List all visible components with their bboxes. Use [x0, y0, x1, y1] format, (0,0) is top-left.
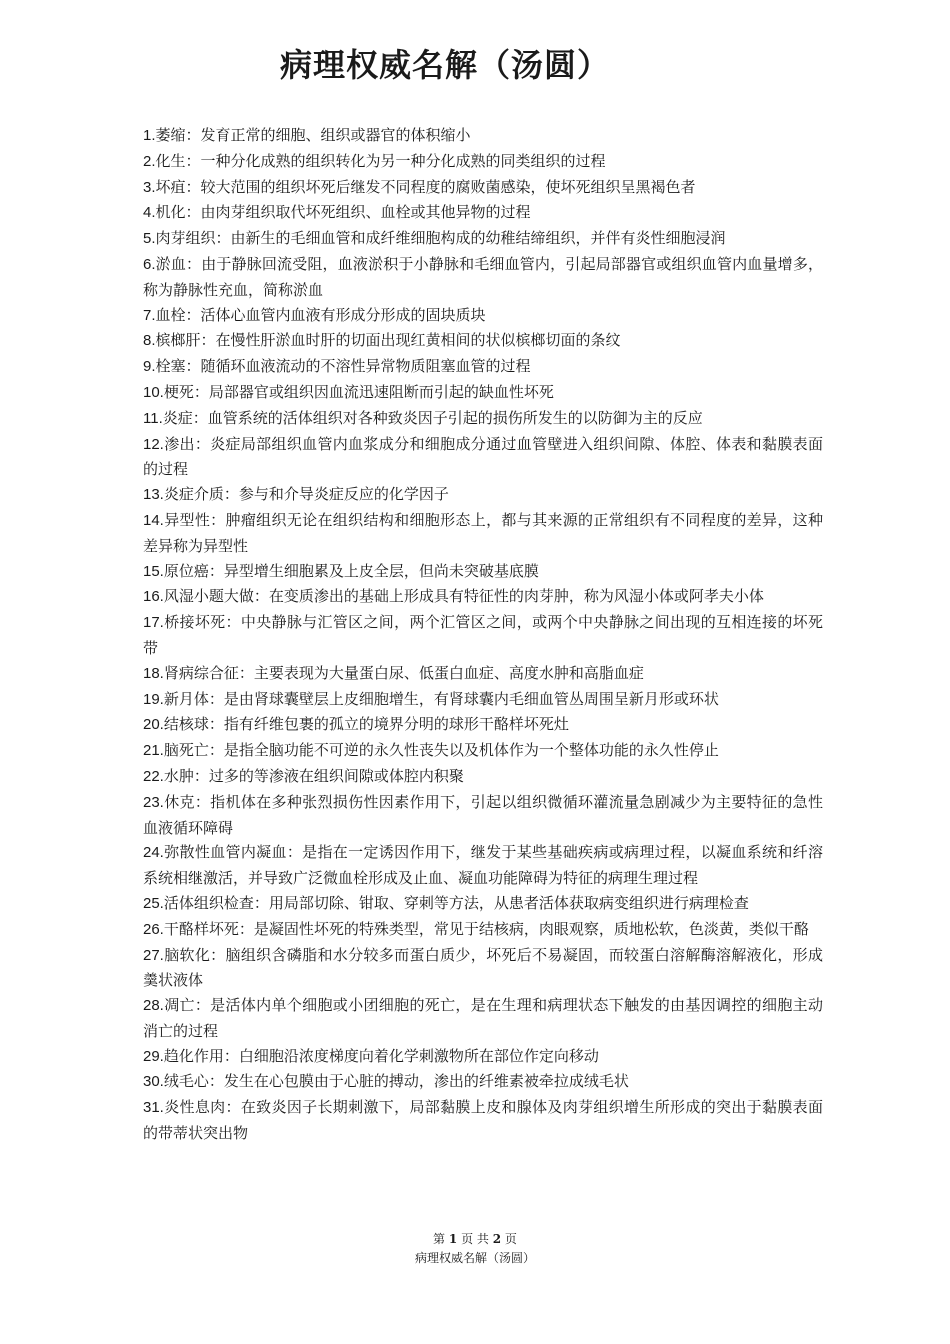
entry-number: 23.: [143, 793, 164, 811]
entry-number: 28.: [143, 997, 164, 1015]
entry-number: 3.: [143, 178, 156, 196]
entry-text: 炎症：血管系统的活体组织对各种致炎因子引起的损伤所发生的以防御为主的反应: [162, 408, 703, 427]
entry-text: 干酪样坏死：是凝固性坏死的特殊类型，常见于结核病，肉眼观察，质地松软，色淡黄，类似干酪: [163, 919, 809, 938]
entry-number: 20.: [143, 716, 164, 734]
entry-text: 脑软化：脑组织含磷脂和水分较多而蛋白质少，坏死后不易凝固，而较蛋白溶解酶溶解液化，形成羹状液体: [143, 945, 823, 990]
list-item: [143, 917, 823, 943]
entry-text: 机化：由肉芽组织取代坏死组织、血栓或其他异物的过程: [155, 203, 531, 222]
entry-text: 风湿小题大做：在变质渗出的基础上形成具有特征性的肉芽肿，称为风湿小体或阿孝夫小体: [163, 587, 764, 606]
list-item: [143, 482, 823, 508]
footer-doc-name: 病理权威名解（汤圆）: [414, 1251, 535, 1265]
entry-number: 10.: [143, 383, 164, 401]
entry-number: 29.: [143, 1047, 164, 1065]
entry-number: 16.: [143, 588, 164, 606]
page-current: 1: [448, 1232, 458, 1246]
entry-text: 活体组织检查：用局部切除、钳取、穿刺等方法，从患者活体获取病变组织进行病理检查: [163, 893, 749, 912]
entry-text: 炎性息肉：在致炎因子长期刺激下，局部黏膜上皮和腺体及肉芽组织增生所形成的突出于黏膜表面的带蒂状突出物: [143, 1098, 823, 1143]
list-item: [143, 1095, 823, 1146]
list-item: [143, 226, 823, 252]
list-item: [143, 123, 823, 149]
list-item: [143, 712, 823, 738]
entry-number: 24.: [143, 844, 164, 862]
page-title: 病理权威名解（汤圆）: [279, 46, 610, 84]
entry-text: 坏疽：较大范围的组织坏死后继发不同程度的腐败菌感染，使坏死组织呈黑褐色者: [155, 177, 696, 196]
page-mid: 页 共: [461, 1232, 489, 1246]
list-item: [143, 891, 823, 917]
entry-number: 19.: [143, 690, 164, 708]
list-item: [143, 354, 823, 380]
entry-text: 异型性：肿瘤组织无论在组织结构和细胞形态上，都与其来源的正常组织有不同程度的差异，这种差异称为异型性: [143, 510, 823, 555]
list-item: [143, 584, 823, 610]
entry-text: 淤血：由于静脉回流受阻，血液淤积于小静脉和毛细血管内，引起局部器官或组织血管内血量增多，称为静脉性充血，简称淤血: [143, 254, 823, 299]
list-item: [143, 252, 823, 303]
definition-list: [143, 123, 823, 1146]
entry-text: 凋亡：是活体内单个细胞或小团细胞的死亡，是在生理和病理状态下触发的由基因调控的细胞主动消亡的过程: [143, 996, 823, 1040]
entry-text: 渗出：炎症局部组织血管内血浆成分和细胞成分通过血管壁进入组织间隙、体腔、体表和黏膜表面的过程: [143, 434, 823, 479]
list-item: [143, 661, 823, 687]
page-suffix: 页: [504, 1232, 517, 1246]
entry-number: 26.: [143, 920, 164, 938]
list-item: [143, 1069, 823, 1095]
list-item: [143, 175, 823, 201]
entry-text: 绒毛心：发生在心包膜由于心脏的搏动，渗出的纤维素被牵拉成绒毛状: [163, 1072, 629, 1091]
list-item: [143, 943, 823, 994]
list-item: [143, 610, 823, 661]
list-item: [143, 303, 823, 329]
list-item: [143, 200, 823, 226]
list-item: [143, 149, 823, 175]
entry-text: 槟榔肝：在慢性肝淤血时肝的切面出现红黄相间的状似槟榔切面的条纹: [155, 331, 621, 350]
entry-text: 炎症介质：参与和介导炎症反应的化学因子: [163, 485, 449, 504]
list-item: [143, 508, 823, 559]
entry-number: 7.: [143, 306, 156, 324]
page-number: [0, 1230, 950, 1247]
entry-text: 萎缩：发育正常的细胞、组织或器官的体积缩小: [155, 126, 471, 144]
entry-text: 桥接坏死：中央静脉与汇管区之间，两个汇管区之间，或两个中央静脉之间出现的互相连接的坏死带: [143, 613, 823, 657]
entry-number: 13.: [143, 486, 164, 504]
entry-text: 趋化作用：白细胞沿浓度梯度向着化学刺激物所在部位作定向移动: [163, 1046, 599, 1065]
entry-number: 9.: [143, 358, 156, 376]
list-item: [143, 406, 823, 432]
entry-number: 21.: [143, 742, 164, 760]
list-item: [143, 790, 823, 841]
entry-number: 2.: [143, 152, 156, 170]
entry-number: 25.: [143, 894, 164, 912]
entry-text: 结核球：指有纤维包裹的孤立的境界分明的球形干酪样坏死灶: [163, 715, 569, 734]
list-item: [143, 738, 823, 764]
entry-text: 脑死亡：是指全脑功能不可逆的永久性丧失以及机体作为一个整体功能的永久性停止: [163, 741, 719, 760]
entry-number: 11.: [143, 409, 163, 427]
entry-number: 6.: [143, 255, 156, 273]
list-item: [143, 1044, 823, 1070]
list-item: [143, 328, 823, 354]
entry-text: 栓塞：随循环血液流动的不溶性异常物质阻塞血管的过程: [155, 357, 531, 376]
entry-number: 31.: [143, 1099, 164, 1117]
entry-number: 18.: [143, 664, 164, 682]
entry-text: 肾病综合征：主要表现为大量蛋白尿、低蛋白血症、高度水肿和高脂血症: [163, 663, 644, 682]
entry-number: 8.: [143, 332, 156, 350]
entry-text: 弥散性血管内凝血：是指在一定诱因作用下，继发于某些基础疾病或病理过程，以凝血系统和纤溶系统相继激活，并导致广泛微血栓形成及止血、凝血功能障碍为特征的病理生理过程: [143, 843, 823, 888]
list-item: [143, 764, 823, 790]
list-item: [143, 432, 823, 483]
entry-text: 水肿：过多的等渗液在组织间隙或体腔内积聚: [163, 766, 464, 785]
list-item: [143, 380, 823, 406]
entry-text: 休克：指机体在多种张烈损伤性因素作用下，引起以组织微循环灌流量急剧减少为主要特征的急性血液循环障碍: [143, 792, 823, 837]
list-item: [143, 559, 823, 585]
entry-number: 12.: [143, 435, 164, 453]
entry-number: 4.: [143, 204, 156, 222]
entry-text: 血栓：活体心血管内血液有形成分形成的固块质块: [155, 305, 486, 324]
list-item: [143, 840, 823, 891]
page-total: 2: [492, 1232, 502, 1246]
entry-number: 15.: [143, 562, 164, 580]
list-item: [143, 687, 823, 713]
entry-text: 新月体：是由肾球囊壁层上皮细胞增生，有肾球囊内毛细血管丛周围呈新月形或环状: [163, 689, 719, 708]
entry-text: 原位癌：异型增生细胞累及上皮全层，但尚未突破基底膜: [163, 561, 539, 580]
entry-number: 5.: [143, 230, 156, 248]
entry-text: 梗死：局部器官或组织因血流迅速阻断而引起的缺血性坏死: [163, 382, 554, 401]
entry-number: 17.: [143, 614, 164, 632]
entry-number: 22.: [143, 767, 164, 785]
entry-text: 肉芽组织：由新生的毛细血管和成纤维细胞构成的幼稚结缔组织，并伴有炎性细胞浸润: [155, 229, 726, 248]
list-item: [143, 993, 823, 1044]
entry-text: 化生：一种分化成熟的组织转化为另一种分化成熟的同类组织的过程: [155, 151, 606, 170]
entry-number: 14.: [143, 511, 164, 529]
entry-number: 27.: [143, 946, 164, 964]
entry-number: 30.: [143, 1073, 164, 1091]
page-prefix: 第: [433, 1232, 446, 1246]
entry-number: 1.: [143, 127, 156, 144]
